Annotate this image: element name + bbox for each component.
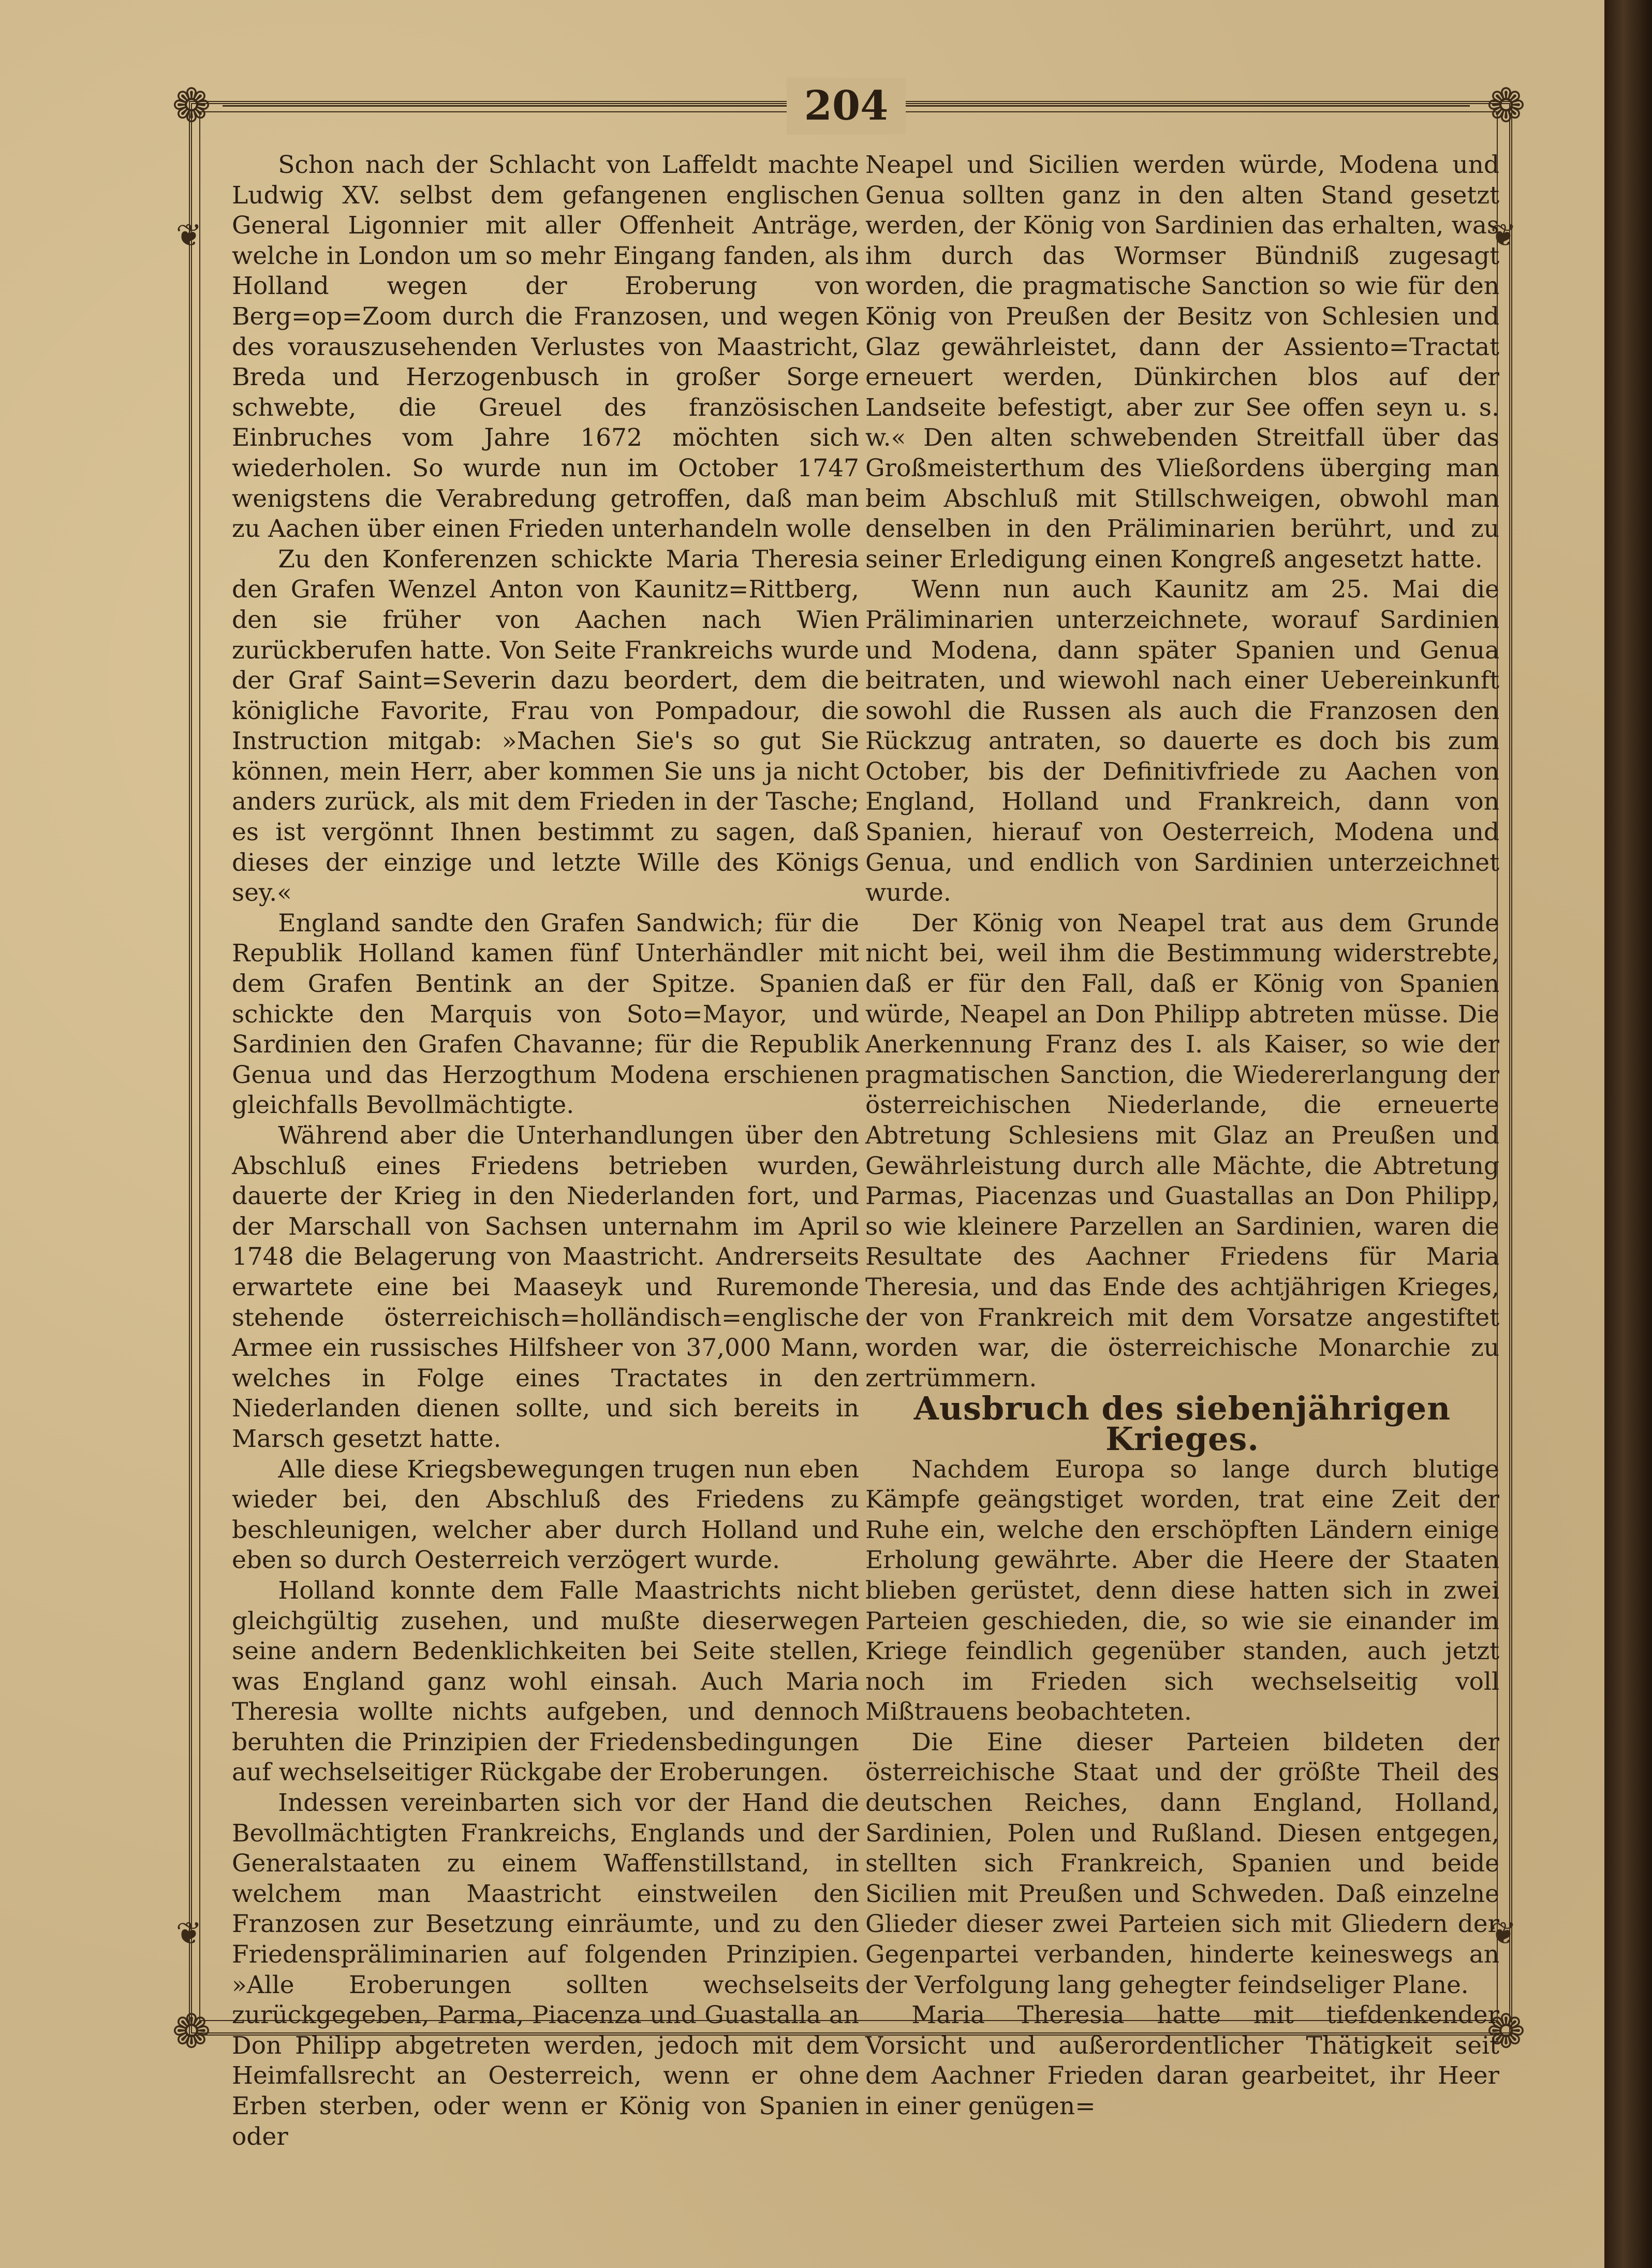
paragraph: Während aber die Unterhandlungen über den Abschluß eines Friedens betrieben wurden, dauerte der Krieg in den Niederlanden fort, und der Marschall von Sachsen unternahm im April 1748 die Belagerung von Maastricht. Andrerseits erwartete eine bei Maaseyk und Ruremonde stehende österreichisch=holländisch=englische Armee ein russisches Hilfsheer von 37,000 Mann, welches in Folge eines Tractates in den Niederlanden dienen sollte, und sich bereits in Marsch gesetzt hatte. (232, 1121, 859, 1453)
paragraph: Nachdem Europa so lange durch blutige Kämpfe geängstiget worden, trat eine Zeit der Ruhe ein, welche den erschöpften Ländern einige Erholung gewährte. Aber die Heere der Staaten blieben gerüstet, denn diese hatten sich in zwei Parteien geschieden, die, so wie sie einander im Kriege feindlich gegenüber standen, auch jetzt noch im Frieden sich wechselseitig voll Mißtrauens beobachteten. (865, 1455, 1499, 1726)
corner-ornament-icon: ❁ (172, 79, 211, 133)
page-number: 204 (787, 78, 906, 135)
paragraph: Die Eine dieser Parteien bildeten der österreichische Staat und der größte Theil des deutschen Reiches, dann England, Holland, Sardinien, Polen und Rußland. Diesen entgegen, stellten sich Frankreich, Spanien und beide Sicilien mit Preußen und Schweden. Daß einzelne Glieder dieser zwei Parteien sich mit Gliedern der Gegenpartei verbanden, hinderte keineswegs an der Verfolgung lang gehegter feindseliger Plane. (865, 1728, 1499, 1999)
paragraph: Alle diese Kriegsbewegungen trugen nun eben wieder bei, den Abschluß des Friedens zu beschleunigen, welcher aber durch Holland und eben so durch Oesterreich verzögert wurde. (232, 1455, 859, 1575)
left-column (232, 150, 859, 2152)
paragraph: Zu den Konferenzen schickte Maria Theresia den Grafen Wenzel Anton von Kaunitz=Rittberg, den sie früher von Aachen nach Wien zurückberufen hatte. Von Seite Frankreichs wurde der Graf Saint=Severin dazu beordert, dem die königliche Favorite, Frau von Pompadour, die Instruction mitgab: »Machen Sie's so gut Sie können, mein Herr, aber kommen Sie uns ja nicht anders zurück, als mit dem Frieden in der Tasche; es ist vergönnt Ihnen bestimmt zu sagen, daß dieses der einzige und letzte Wille des Königs sey.« (232, 545, 859, 908)
border-flourish-icon: ❦ (1490, 1915, 1517, 1952)
border-flourish-icon: ❦ (1490, 217, 1517, 254)
paragraph: England sandte den Grafen Sandwich; für die Republik Holland kamen fünf Unterhändler mit dem Grafen Bentink an der Spitze. Spanien schickte den Marquis von Soto=Mayor, und Sardinien den Grafen Chavanne; für die Republik Genua und das Herzogthum Modena erschienen gleichfalls Bevollmächtigte. (232, 909, 859, 1120)
paragraph: Schon nach der Schlacht von Laffeldt machte Ludwig XV. selbst dem gefangenen englischen General Ligonnier mit aller Offenheit Anträge, welche in London um so mehr Eingang fanden, als Holland wegen der Eroberung von Berg=op=Zoom durch die Franzosen, und wegen des vorauszusehenden Verlustes von Maastricht, Breda und Herzogenbusch in großer Sorge schwebte, die Greuel des französischen Einbruches vom Jahre 1672 möchten sich wiederholen. So wurde nun im October 1747 wenigstens die Verabredung getroffen, daß man zu Aachen über einen Frieden unterhandeln wolle (232, 151, 859, 544)
section-heading: Ausbruch des siebenjährigen Krieges. (913, 1389, 1451, 1458)
border-flourish-icon: ❦ (175, 217, 202, 254)
right-column (865, 150, 1499, 2122)
paragraph: Maria Theresia hatte mit tiefdenkender Vorsicht und außerordentlicher Thätigkeit seit dem Aachner Frieden daran gearbeitet, ihr Heer in einer genügen= (865, 2001, 1499, 2120)
corner-ornament-icon: ❁ (172, 2004, 211, 2059)
paragraph: Indessen vereinbarten sich vor der Hand die Bevollmächtigten Frankreichs, Englands und der Generalstaaten zu einem Waffenstillstand, in welchem man Maastricht einstweilen den Franzosen zur Besetzung einräumte, und zu den Friedenspräliminarien auf folgenden Prinzipien. »Alle Eroberungen sollten wechselseits zurückgegeben, Parma, Piacenza und Guastalla an Don Philipp abgetreten werden, jedoch mit dem Heimfallsrecht an Oesterreich, wenn er ohne Erben sterben, oder wenn er König von Spanien oder (232, 1789, 859, 2151)
paragraph: Der König von Neapel trat aus dem Grunde nicht bei, weil ihm die Bestimmung widerstrebte, daß er für den Fall, daß er König von Spanien würde, Neapel an Don Philipp abtreten müsse. Die Anerkennung Franz des I. als Kaiser, so wie der pragmatischen Sanction, die Wiedererlangung der österreichischen Niederlande, die erneuerte Abtretung Schlesiens mit Glaz an Preußen und Gewährleistung durch alle Mächte, die Abtretung Parmas, Piacenzas und Guastallas an Don Philipp, so wie kleinere Parzellen an Sardinien, waren die Resultate des Aachner Friedens für Maria Theresia, und das Ende des achtjährigen Krieges, der von Frankreich mit dem Vorsatze angestiftet worden war, die österreichische Monarchie zu zertrümmern. (865, 909, 1499, 1393)
corner-ornament-icon: ❁ (1486, 79, 1526, 133)
corner-ornament-icon: ❁ (1486, 2004, 1526, 2059)
paragraph: Holland konnte dem Falle Maastrichts nicht gleichgültig zusehen, und mußte dieserwegen seine andern Bedenklichkeiten bei Seite stellen, was England ganz wohl einsah. Auch Maria Theresia wollte nichts aufgeben, und dennoch beruhten die Prinzipien der Friedensbedingungen auf wechselseitiger Rückgabe der Eroberungen. (232, 1576, 859, 1787)
border-flourish-icon: ❦ (175, 1915, 202, 1952)
paragraph: Wenn nun auch Kaunitz am 25. Mai die Präliminarien unterzeichnete, worauf Sardinien und Modena, dann später Spanien und Genua beitraten, und wiewohl nach einer Uebereinkunft sowohl die Russen als auch die Franzosen den Rückzug antraten, so dauerte es doch bis zum October, bis der Definitivfriede zu Aachen von England, Holland und Frankreich, dann von Spanien, hierauf von Oesterreich, Modena und Genua, und endlich von Sardinien unterzeichnet wurde. (865, 575, 1499, 908)
paragraph: Neapel und Sicilien werden würde, Modena und Genua sollten ganz in den alten Stand gesetzt werden, der König von Sardinien das erhalten, was ihm durch das Wormser Bündniß zugesagt worden, die pragmatische Sanction so wie für den König von Preußen der Besitz von Schlesien und Glaz gewährleistet, dann der Assiento=Tractat erneuert werden, Dünkirchen blos auf der Landseite befestigt, aber zur See offen seyn u. s. w.« Den alten schwebenden Streitfall über das Großmeisterthum des Vließordens überging man beim Abschluß mit Stillschweigen, obwohl man denselben in den Präliminarien berührt, und zu seiner Erledigung einen Kongreß angesetzt hatte. (865, 151, 1499, 574)
book-spine (1604, 0, 1652, 2268)
